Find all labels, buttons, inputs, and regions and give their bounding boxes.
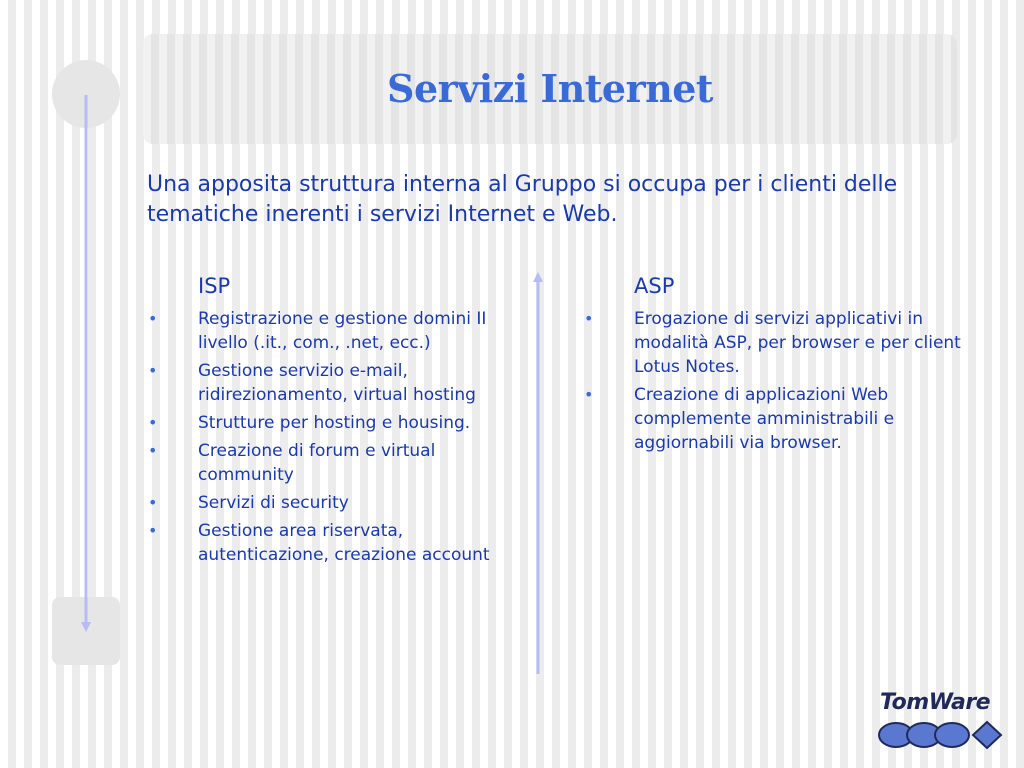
asp-heading: ASP — [634, 274, 675, 298]
list-item — [582, 383, 962, 455]
list-item — [146, 491, 526, 515]
bullet-icon: • — [148, 309, 158, 328]
logo-text: TomWare — [880, 690, 991, 715]
list-item-text: Servizi di security — [198, 493, 349, 513]
bullet-icon: • — [148, 361, 158, 380]
bullet-icon: • — [148, 493, 158, 512]
list-item-text: Gestione servizio e-mail, ridirezionamento, virtual hosting — [198, 361, 476, 405]
list-item-text: Erogazione di servizi applicativi in modalità ASP, per browser e per client Lotus Notes. — [634, 309, 961, 377]
intro-paragraph: Una apposita struttura interna al Gruppo si occupa per i clienti delle tematiche inerenti i servizi Internet e Web. — [147, 172, 898, 227]
isp-list — [146, 307, 526, 567]
list-item-text: Creazione di applicazioni Web complemente amministrabili e aggiornabili via browser. — [634, 385, 895, 453]
list-item — [146, 307, 526, 355]
list-item — [146, 519, 526, 567]
column-divider-arrow-head — [533, 272, 543, 282]
list-item — [582, 307, 962, 379]
logo-diamond — [973, 722, 1001, 748]
left-arrow-head — [81, 622, 91, 632]
logo-shapes-icon — [876, 690, 1006, 754]
bullet-icon: • — [584, 385, 594, 404]
bullet-icon: • — [148, 521, 158, 540]
list-item — [146, 439, 526, 487]
isp-column — [146, 271, 526, 571]
slide-title: Servizi Internet — [387, 66, 713, 111]
list-item — [146, 411, 526, 435]
asp-column — [582, 271, 962, 459]
tomware-logo — [876, 690, 1006, 754]
list-item-text: Registrazione e gestione domini II livello (.it., com., .net, ecc.) — [198, 309, 487, 353]
list-item-text: Strutture per hosting e housing. — [198, 413, 471, 433]
logo-ellipse — [935, 723, 969, 747]
bullet-icon: • — [584, 309, 594, 328]
list-item-text: Creazione di forum e virtual community — [198, 441, 436, 485]
bullet-icon: • — [148, 441, 158, 460]
list-item — [146, 359, 526, 407]
isp-heading: ISP — [198, 274, 231, 298]
bullet-icon: • — [148, 413, 158, 432]
list-item-text: Gestione area riservata, autenticazione, creazione account — [198, 521, 490, 565]
asp-list — [582, 307, 962, 455]
